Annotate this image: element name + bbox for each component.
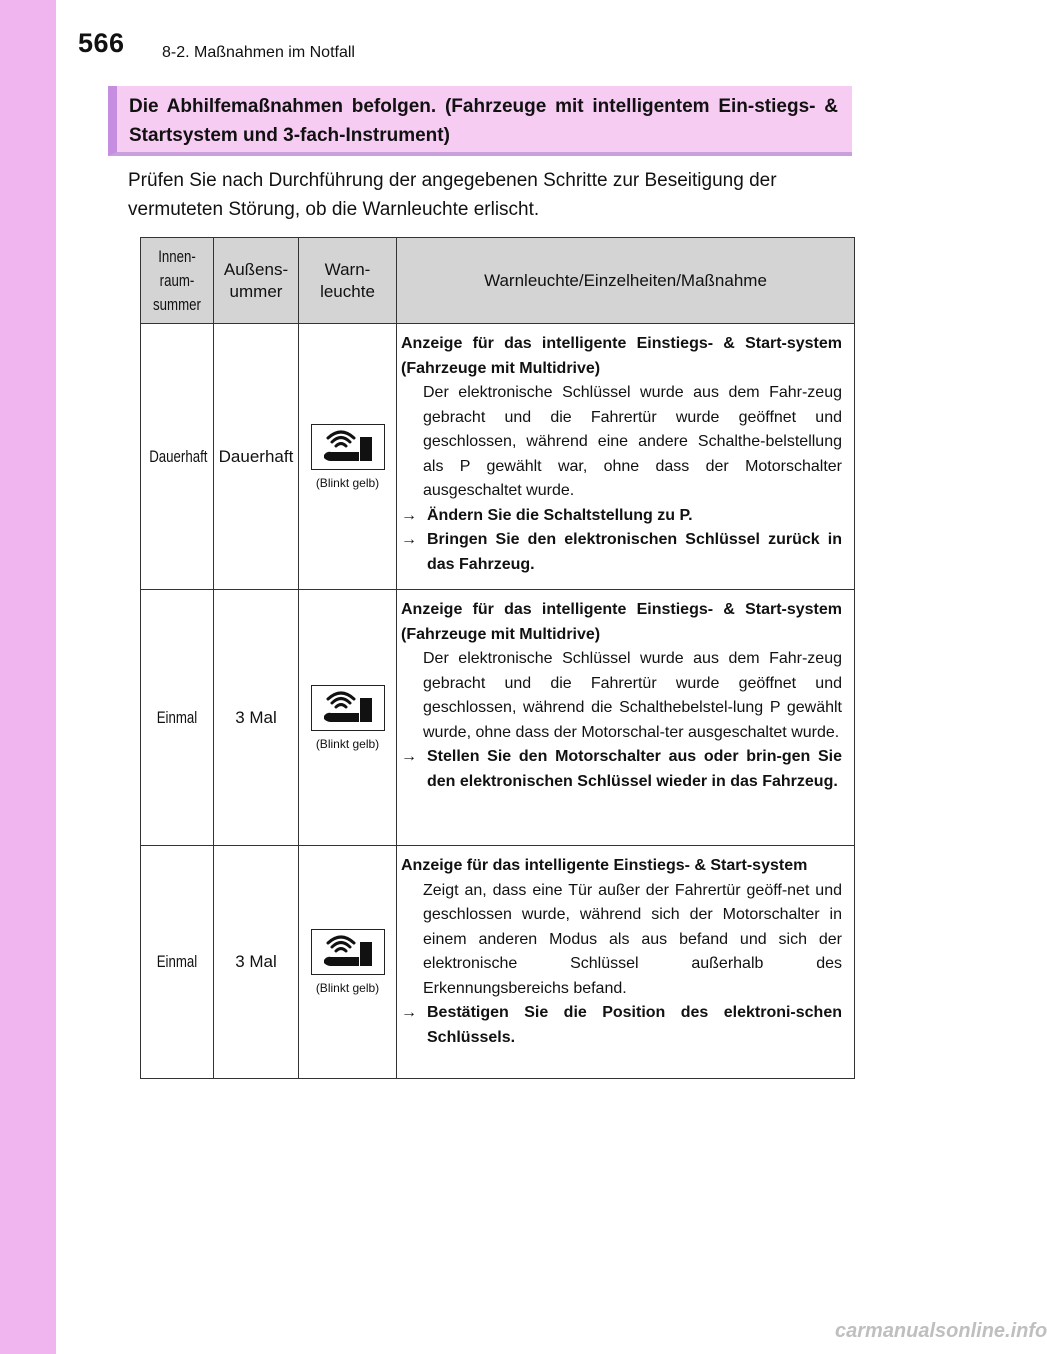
action-item [401, 1001, 842, 1050]
cell-inner-buzzer [141, 590, 214, 846]
cell-inner-buzzer [141, 846, 214, 1079]
cell-outer-buzzer: 3 Mal [214, 590, 299, 846]
table-header-row [141, 238, 855, 324]
action-item [401, 504, 842, 529]
description-body: Der elektronische Schlüssel wurde aus dem Fahr-zeug gebracht und die Fahrertür wurde geöffnet und geschlossen, während die Schalthebelstel-lung P gewählt wurde, ohne dass der Motorschal-ter ausgeschaltet wurde. [423, 650, 842, 741]
description-body: Der elektronische Schlüssel wurde aus dem Fahr-zeug gebracht und die Fahrertür wurde geöffnet und geschlossen, während eine andere Schalthe-belstellung als P gewählt war, ohne dass der Motorschalter ausgeschaltet wurde. [423, 384, 842, 499]
smart-key-warning-icon [311, 424, 385, 470]
header-outer-buzzer: Außens-​ummer [214, 238, 299, 324]
arrow-right-icon: → [401, 1004, 417, 1021]
inner-buzzer-value: Dauerhaft [149, 446, 208, 466]
description-body: Zeigt an, dass eine Tür außer der Fahrertür geöff-net und geschlossen wurde, während sich der Motorschalter in einem anderen Modus als aus befand und sich der elektronische Schlüssel außerhalb des Erkennungsbereichs befand. [423, 881, 842, 997]
inner-buzzer-value: Einmal [156, 707, 198, 727]
smart-key-warning-icon [311, 685, 385, 731]
table-row [141, 590, 855, 846]
smart-key-warning-icon [311, 929, 385, 975]
description-title: Anzeige für das intelligente Einstiegs- & Start-system (Fahrzeuge mit Multidrive) [401, 335, 842, 377]
cell-inner-buzzer [141, 324, 214, 590]
lamp-caption: (Blinkt gelb) [315, 981, 380, 995]
header-warning-lamp: Warn-​leuchte [299, 238, 397, 324]
arrow-right-icon: → [401, 748, 417, 765]
header-inner-buzzer [141, 238, 214, 324]
arrow-right-icon: → [401, 531, 417, 548]
inner-buzzer-value: Einmal [156, 952, 198, 971]
table-row [141, 324, 855, 590]
arrow-right-icon: → [401, 506, 417, 524]
heading-text: Die Abhilfemaßnahmen befolgen. (Fahrzeuge mit intelligentem Ein-stiegs- & Startsystem und 3-fach-Instrument) [129, 96, 838, 146]
action-text: Bestätigen Sie die Position des elektroni-schen Schlüssels. [427, 1004, 842, 1046]
lamp-caption: (Blinkt gelb) [315, 736, 380, 751]
watermark: carmanualsonline.info [835, 1320, 1047, 1342]
lamp-caption: (Blinkt gelb) [315, 475, 380, 490]
cell-description [397, 590, 855, 846]
action-text: Bringen Sie den elektronischen Schlüssel zurück in das Fahrzeug. [427, 531, 842, 573]
action-item [401, 745, 842, 794]
action-item [401, 528, 842, 577]
side-tab-strip [0, 0, 56, 1354]
heading-box [108, 86, 852, 156]
warning-table [140, 237, 855, 1079]
cell-outer-buzzer: Dauerhaft [214, 324, 299, 590]
description-title: Anzeige für das intelligente Einstiegs- & Start-system [401, 857, 808, 874]
header-inner-label: Innen-​raum-​summer [153, 246, 201, 314]
cell-warning-lamp [299, 324, 397, 590]
cell-outer-buzzer: 3 Mal [214, 846, 299, 1079]
cell-warning-lamp [299, 590, 397, 846]
cell-description [397, 324, 855, 590]
section-title: 8-2. Maßnahmen im Notfall [162, 44, 355, 61]
cell-description [397, 846, 855, 1079]
page-number: 566 [78, 28, 125, 58]
header-description: Warnleuchte/Einzelheiten/Maßnahme [397, 238, 855, 324]
cell-warning-lamp [299, 846, 397, 1079]
action-text: Ändern Sie die Schaltstellung zu P. [427, 506, 693, 524]
description-title: Anzeige für das intelligente Einstiegs- & Start-system (Fahrzeuge mit Multidrive) [401, 601, 842, 643]
table-row [141, 846, 855, 1079]
intro-paragraph: Prüfen Sie nach Durchführung der angegebenen Schritte zur Beseitigung der vermuteten Störung, ob die Warnleuchte erlischt. [128, 170, 777, 220]
action-text: Stellen Sie den Motorschalter aus oder brin-gen Sie den elektronischen Schlüssel wieder in das Fahrzeug. [427, 748, 842, 790]
